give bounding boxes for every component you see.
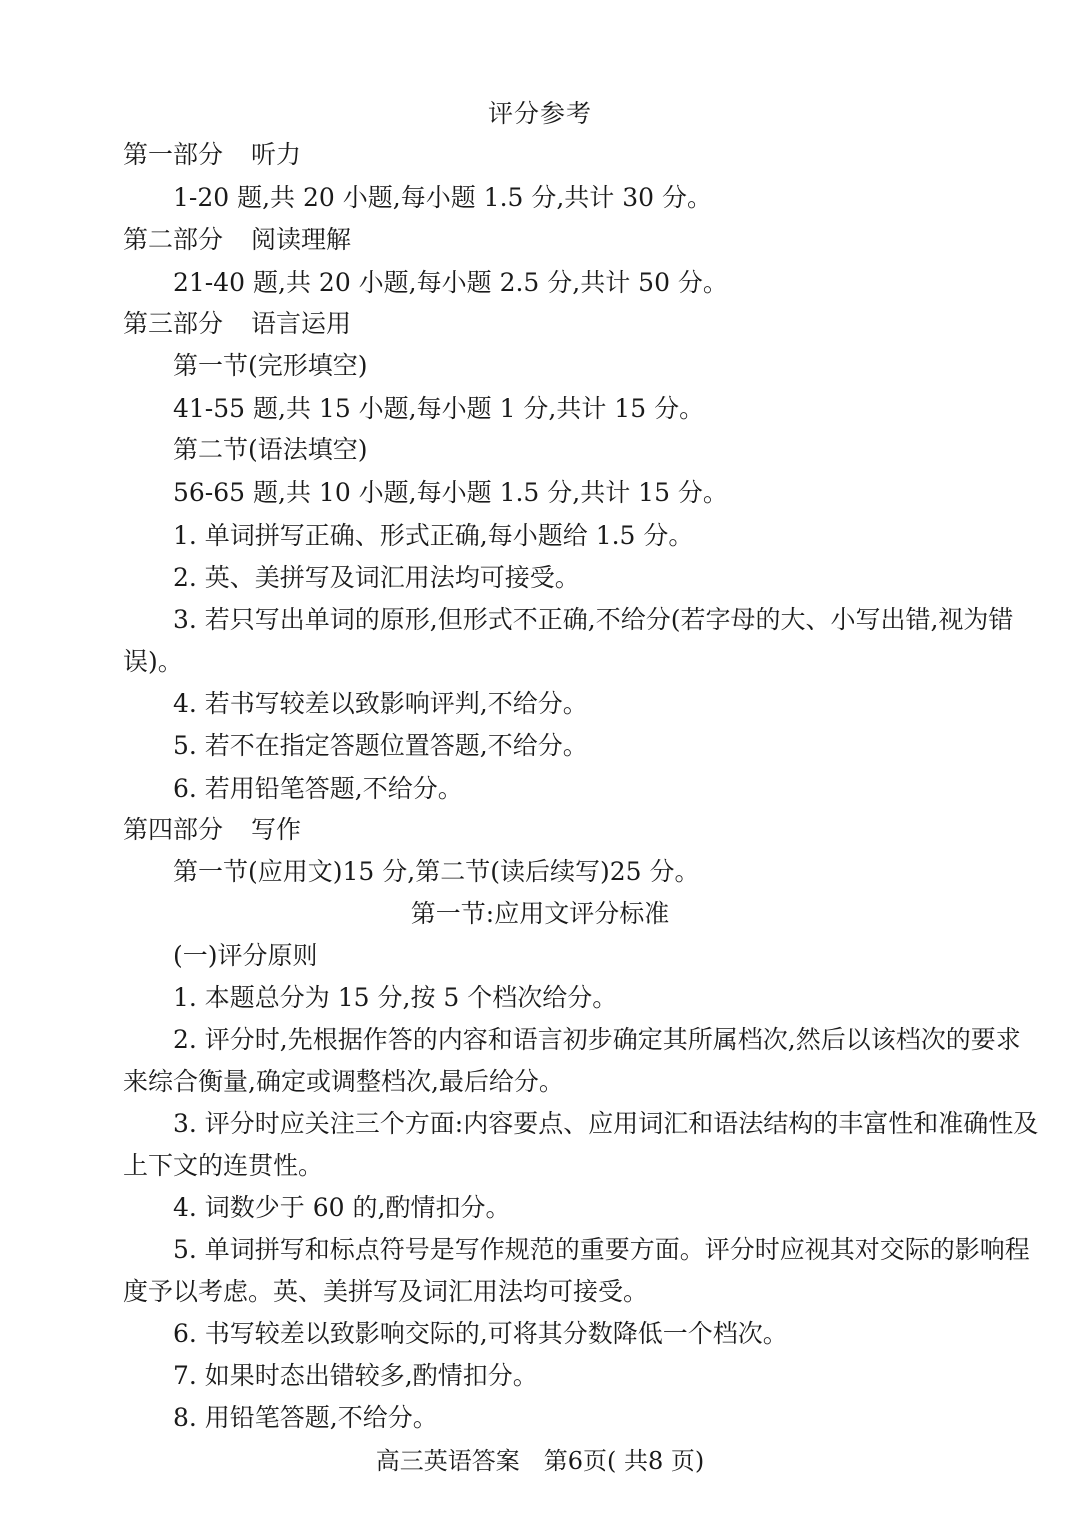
- part2-label: 第二部分: [123, 225, 224, 254]
- part4-heading: [123, 817, 301, 842]
- page-title: 评分参考: [487, 99, 592, 128]
- part4-detail: 第一节(应用文)15 分,第二节(读后续写)25 分。: [173, 857, 700, 886]
- part3-name: 语言运用: [251, 309, 352, 338]
- part3-label: 第三部分: [123, 309, 224, 338]
- part3-section1-detail: 41-55 题,共 15 小题,每小题 1 分,共计 15 分。: [173, 394, 705, 423]
- grammar-rule-4: 4. 若书写较差以致影响评判,不给分。: [173, 689, 588, 718]
- part3-section2-detail: 56-65 题,共 10 小题,每小题 1.5 分,共计 15 分。: [173, 478, 728, 507]
- part1-heading: [123, 142, 301, 167]
- principle-1: 1. 本题总分为 15 分,按 5 个档次给分。: [173, 983, 618, 1012]
- page-footer: 高三英语答案 第6页( 共8 页): [375, 1447, 705, 1475]
- grammar-rule-3-cont: 误)。: [123, 647, 183, 676]
- part2-heading: [123, 227, 351, 252]
- principles-title: (一)评分原则: [173, 941, 318, 970]
- principle-3-cont: 上下文的连贯性。: [123, 1151, 324, 1180]
- principle-6: 6. 书写较差以致影响交际的,可将其分数降低一个档次。: [173, 1319, 788, 1348]
- part4-label: 第四部分: [123, 815, 224, 844]
- principle-2-cont: 来综合衡量,确定或调整档次,最后给分。: [123, 1067, 564, 1096]
- part3-section2-title: 第二节(语法填空): [173, 435, 368, 464]
- part2-name: 阅读理解: [251, 225, 352, 254]
- principle-2: 2. 评分时,先根据作答的内容和语言初步确定其所属档次,然后以该档次的要求: [173, 1025, 1021, 1054]
- part1-name: 听力: [251, 140, 302, 169]
- part3-heading: [123, 311, 351, 336]
- grammar-rule-1: 1. 单词拼写正确、形式正确,每小题给 1.5 分。: [173, 521, 694, 550]
- principle-5-cont: 度予以考虑。英、美拼写及词汇用法均可接受。: [123, 1277, 649, 1306]
- writing-section-title: 第一节:应用文评分标准: [410, 899, 670, 928]
- principle-8: 8. 用铅笔答题,不给分。: [173, 1403, 438, 1432]
- grammar-rule-3: 3. 若只写出单词的原形,但形式不正确,不给分(若字母的大、小写出错,视为错: [173, 605, 1014, 634]
- grammar-rule-2: 2. 英、美拼写及词汇用法均可接受。: [173, 563, 580, 592]
- grammar-rule-5: 5. 若不在指定答题位置答题,不给分。: [173, 731, 588, 760]
- part2-detail: 21-40 题,共 20 小题,每小题 2.5 分,共计 50 分。: [173, 268, 728, 297]
- principle-4: 4. 词数少于 60 的,酌情扣分。: [173, 1193, 511, 1222]
- principle-7: 7. 如果时态出错较多,酌情扣分。: [173, 1361, 538, 1390]
- part3-section1-title: 第一节(完形填空): [173, 351, 368, 380]
- part1-label: 第一部分: [123, 140, 224, 169]
- part4-name: 写作: [251, 815, 302, 844]
- grammar-rule-6: 6. 若用铅笔答题,不给分。: [173, 774, 463, 803]
- part1-detail: 1-20 题,共 20 小题,每小题 1.5 分,共计 30 分。: [173, 183, 713, 212]
- principle-3: 3. 评分时应关注三个方面:内容要点、应用词汇和语法结构的丰富性和准确性及: [173, 1109, 1039, 1138]
- principle-5: 5. 单词拼写和标点符号是写作规范的重要方面。评分时应视其对交际的影响程: [173, 1235, 1030, 1264]
